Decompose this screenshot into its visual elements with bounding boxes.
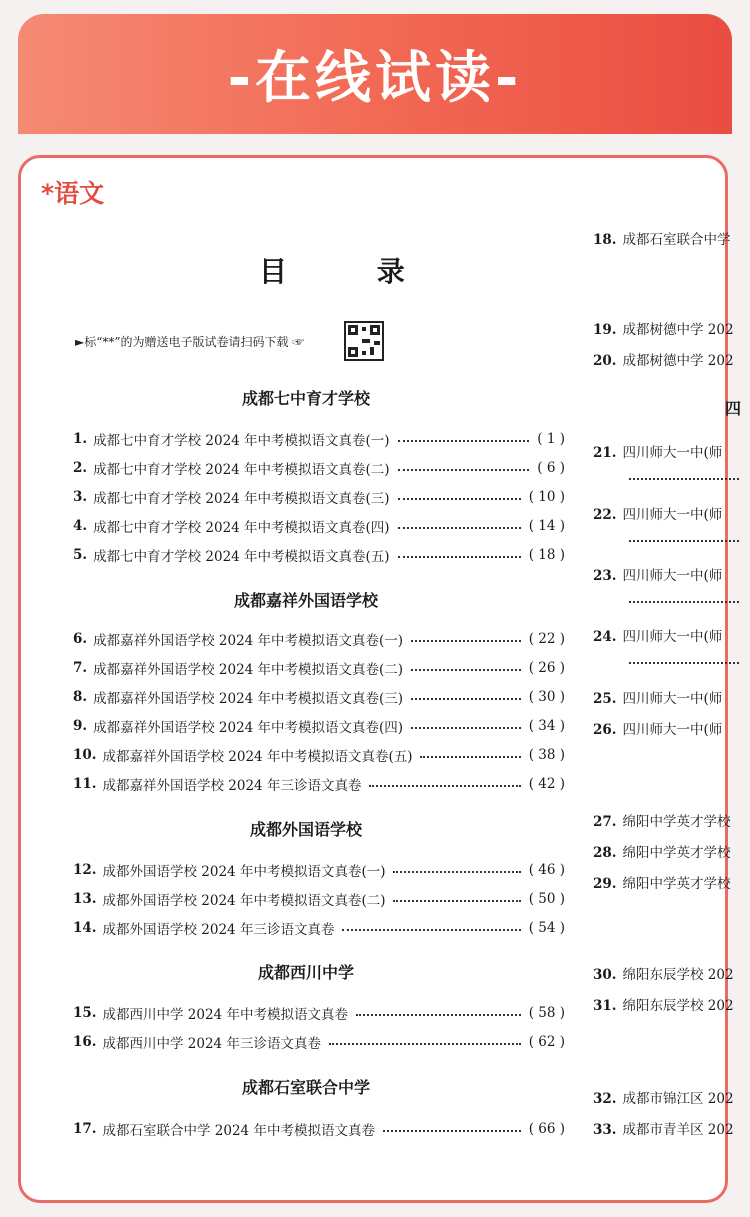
right-toc-entry[interactable] <box>593 872 733 894</box>
dot-leader <box>398 498 521 500</box>
dot-leader <box>411 727 521 729</box>
toc-entry[interactable] <box>73 544 565 566</box>
entry-number: 10. <box>73 747 97 763</box>
toc-entry[interactable] <box>73 428 565 450</box>
entry-page: ( 6 ) <box>537 460 565 476</box>
toc-entry[interactable] <box>73 486 565 508</box>
entry-number: 25. <box>593 691 617 707</box>
dot-leader <box>398 440 530 442</box>
right-toc-entry[interactable] <box>593 228 733 250</box>
entry-page: ( 22 ) <box>528 631 565 647</box>
entry-number: 22. <box>593 507 617 523</box>
preview-card <box>18 155 742 1203</box>
entry-title: 四川师大一中(师 <box>622 568 723 584</box>
dot-leader <box>629 662 739 664</box>
dot-leader <box>411 698 521 700</box>
toc-entry[interactable] <box>73 859 565 881</box>
entry-number: 20. <box>593 353 617 369</box>
entry-title: 成都嘉祥外国语学校 2024 年中考模拟语文真卷(四) <box>93 720 404 736</box>
entry-number: 8. <box>73 689 88 705</box>
right-toc-entry[interactable] <box>593 963 733 985</box>
dot-leader <box>411 669 521 671</box>
entry-number: 17. <box>73 1121 97 1137</box>
dot-leader <box>629 540 739 542</box>
entry-title: 成都西川中学 2024 年中考模拟语文真卷 <box>102 1007 348 1023</box>
entry-page: ( 1 ) <box>537 431 565 447</box>
entry-number: 5. <box>73 547 88 563</box>
entry-number: 26. <box>593 722 617 738</box>
entry-title: 成都七中育才学校 2024 年中考模拟语文真卷(一) <box>93 433 390 449</box>
dot-leader <box>329 1043 521 1045</box>
entry-title: 成都嘉祥外国语学校 2024 年三诊语文真卷 <box>102 778 362 794</box>
entry-title: 四川师大一中(师 <box>622 691 723 707</box>
section-title-fragment: 四 <box>725 399 742 418</box>
entry-number: 1. <box>73 431 88 447</box>
subject-label: *语文 <box>41 179 105 208</box>
entry-page: ( 30 ) <box>528 689 565 705</box>
dot-leader <box>398 556 521 558</box>
entry-title: 成都七中育才学校 2024 年中考模拟语文真卷(五) <box>93 549 390 565</box>
section-title: 成都西川中学 <box>257 963 354 982</box>
right-toc-entry[interactable] <box>593 841 733 863</box>
right-toc-entry[interactable] <box>593 503 733 525</box>
entry-title: 绵阳中学英才学校 <box>622 876 731 892</box>
right-toc-entry[interactable] <box>593 625 733 647</box>
toc-entry[interactable] <box>73 1118 565 1140</box>
dot-leader <box>629 601 739 603</box>
entry-number: 16. <box>73 1034 97 1050</box>
entry-page: ( 26 ) <box>528 660 565 676</box>
toc-entry[interactable] <box>73 686 565 708</box>
entry-page: ( 54 ) <box>528 920 565 936</box>
dot-leader <box>393 900 520 902</box>
entry-number: 33. <box>593 1122 617 1138</box>
entry-title: 四川师大一中(师 <box>622 445 723 461</box>
entry-title: 成都西川中学 2024 年三诊语文真卷 <box>102 1036 321 1052</box>
entry-title: 成都树德中学 202 <box>622 353 734 369</box>
entry-number: 18. <box>593 232 617 248</box>
toc-entry[interactable] <box>73 917 565 939</box>
entry-title: 四川师大一中(师 <box>622 629 723 645</box>
toc-entry[interactable] <box>73 457 565 479</box>
entry-title: 成都树德中学 202 <box>622 322 734 338</box>
dot-leader <box>393 871 520 873</box>
entry-title: 成都嘉祥外国语学校 2024 年中考模拟语文真卷(二) <box>93 662 404 678</box>
banner-title: -在线试读- <box>227 46 523 111</box>
entry-number: 21. <box>593 445 617 461</box>
toc-entry[interactable] <box>73 628 565 650</box>
entry-page: ( 18 ) <box>528 547 565 563</box>
entry-title: 绵阳东辰学校 202 <box>622 967 734 983</box>
entry-number: 7. <box>73 660 88 676</box>
entry-title: 绵阳中学英才学校 <box>622 845 731 861</box>
entry-number: 6. <box>73 631 88 647</box>
entry-title: 成都外国语学校 2024 年中考模拟语文真卷(一) <box>102 864 386 880</box>
entry-title: 成都嘉祥外国语学校 2024 年中考模拟语文真卷(三) <box>93 691 404 707</box>
entry-page: ( 14 ) <box>528 518 565 534</box>
entry-page: ( 46 ) <box>528 862 565 878</box>
dot-leader <box>383 1130 521 1132</box>
entry-number: 30. <box>593 967 617 983</box>
entry-title: 绵阳中学英才学校 <box>622 814 731 830</box>
right-toc-entry[interactable] <box>593 564 733 586</box>
dot-leader <box>629 478 739 480</box>
entry-number: 19. <box>593 322 617 338</box>
entry-number: 4. <box>73 518 88 534</box>
right-toc-entry[interactable] <box>593 687 733 709</box>
entry-title: 成都市青羊区 202 <box>622 1122 734 1138</box>
entry-number: 2. <box>73 460 88 476</box>
right-toc-entry[interactable] <box>593 441 733 463</box>
entry-page: ( 62 ) <box>528 1034 565 1050</box>
section-title: 成都嘉祥外国语学校 <box>233 591 378 610</box>
dot-leader <box>411 640 521 642</box>
entry-number: 23. <box>593 568 617 584</box>
entry-title: 成都市锦江区 202 <box>622 1091 734 1107</box>
toc-entry[interactable] <box>73 1002 565 1024</box>
download-note: ►标“**”的为赠送电子版试卷请扫码下载 ☞ <box>75 335 305 349</box>
right-toc-entry[interactable] <box>593 810 733 832</box>
dot-leader <box>420 756 520 758</box>
entry-number: 24. <box>593 629 617 645</box>
entry-page: ( 34 ) <box>528 718 565 734</box>
dot-leader <box>398 527 521 529</box>
toc-entry[interactable] <box>73 1031 565 1053</box>
entry-title: 成都石室联合中学 <box>622 232 731 248</box>
right-toc-entry[interactable] <box>593 1087 733 1109</box>
entry-page: ( 42 ) <box>528 776 565 792</box>
entry-number: 9. <box>73 718 88 734</box>
dot-leader <box>398 469 530 471</box>
entry-title: 成都七中育才学校 2024 年中考模拟语文真卷(三) <box>93 491 390 507</box>
right-toc-entry[interactable] <box>593 718 733 740</box>
entry-number: 3. <box>73 489 88 505</box>
entry-number: 28. <box>593 845 617 861</box>
toc-entry[interactable] <box>73 744 565 766</box>
entry-page: ( 38 ) <box>528 747 565 763</box>
entry-title: 成都外国语学校 2024 年中考模拟语文真卷(二) <box>102 893 386 909</box>
entry-number: 27. <box>593 814 617 830</box>
right-toc-entry[interactable] <box>593 1118 733 1140</box>
entry-page: ( 10 ) <box>528 489 565 505</box>
entry-number: 31. <box>593 998 617 1014</box>
entry-number: 12. <box>73 862 97 878</box>
entry-title: 四川师大一中(师 <box>622 507 723 523</box>
right-toc-entry[interactable] <box>593 318 733 340</box>
entry-number: 29. <box>593 876 617 892</box>
right-toc-entry[interactable] <box>593 349 733 371</box>
entry-number: 13. <box>73 891 97 907</box>
section-title: 成都外国语学校 <box>249 820 362 839</box>
entry-title: 成都嘉祥外国语学校 2024 年中考模拟语文真卷(一) <box>93 633 404 649</box>
section-title: 成都七中育才学校 <box>241 389 370 408</box>
toc-title: 目 录 <box>259 255 445 288</box>
entry-page: ( 50 ) <box>528 891 565 907</box>
section-title: 成都石室联合中学 <box>241 1078 370 1097</box>
dot-leader <box>369 785 520 787</box>
entry-title: 四川师大一中(师 <box>622 722 723 738</box>
entry-title: 成都石室联合中学 2024 年中考模拟语文真卷 <box>102 1123 375 1139</box>
dot-leader <box>342 929 520 931</box>
entry-title: 成都七中育才学校 2024 年中考模拟语文真卷(四) <box>93 520 390 536</box>
toc-entry[interactable] <box>73 888 565 910</box>
entry-page: ( 66 ) <box>528 1121 565 1137</box>
entry-number: 14. <box>73 920 97 936</box>
entry-title: 成都七中育才学校 2024 年中考模拟语文真卷(二) <box>93 462 390 478</box>
toc-entry[interactable] <box>73 657 565 679</box>
entry-number: 32. <box>593 1091 617 1107</box>
entry-number: 15. <box>73 1005 97 1021</box>
toc-entry[interactable] <box>73 515 565 537</box>
banner <box>18 14 732 134</box>
entry-title: 绵阳东辰学校 202 <box>622 998 734 1014</box>
qr-code-icon[interactable] <box>344 321 384 361</box>
entry-page: ( 58 ) <box>528 1005 565 1021</box>
right-toc-entry[interactable] <box>593 994 733 1016</box>
toc-entry[interactable] <box>73 715 565 737</box>
entry-title: 成都嘉祥外国语学校 2024 年中考模拟语文真卷(五) <box>102 749 413 765</box>
entry-number: 11. <box>73 776 97 792</box>
entry-title: 成都外国语学校 2024 年三诊语文真卷 <box>102 922 335 938</box>
toc-entry[interactable] <box>73 773 565 795</box>
dot-leader <box>356 1014 521 1016</box>
